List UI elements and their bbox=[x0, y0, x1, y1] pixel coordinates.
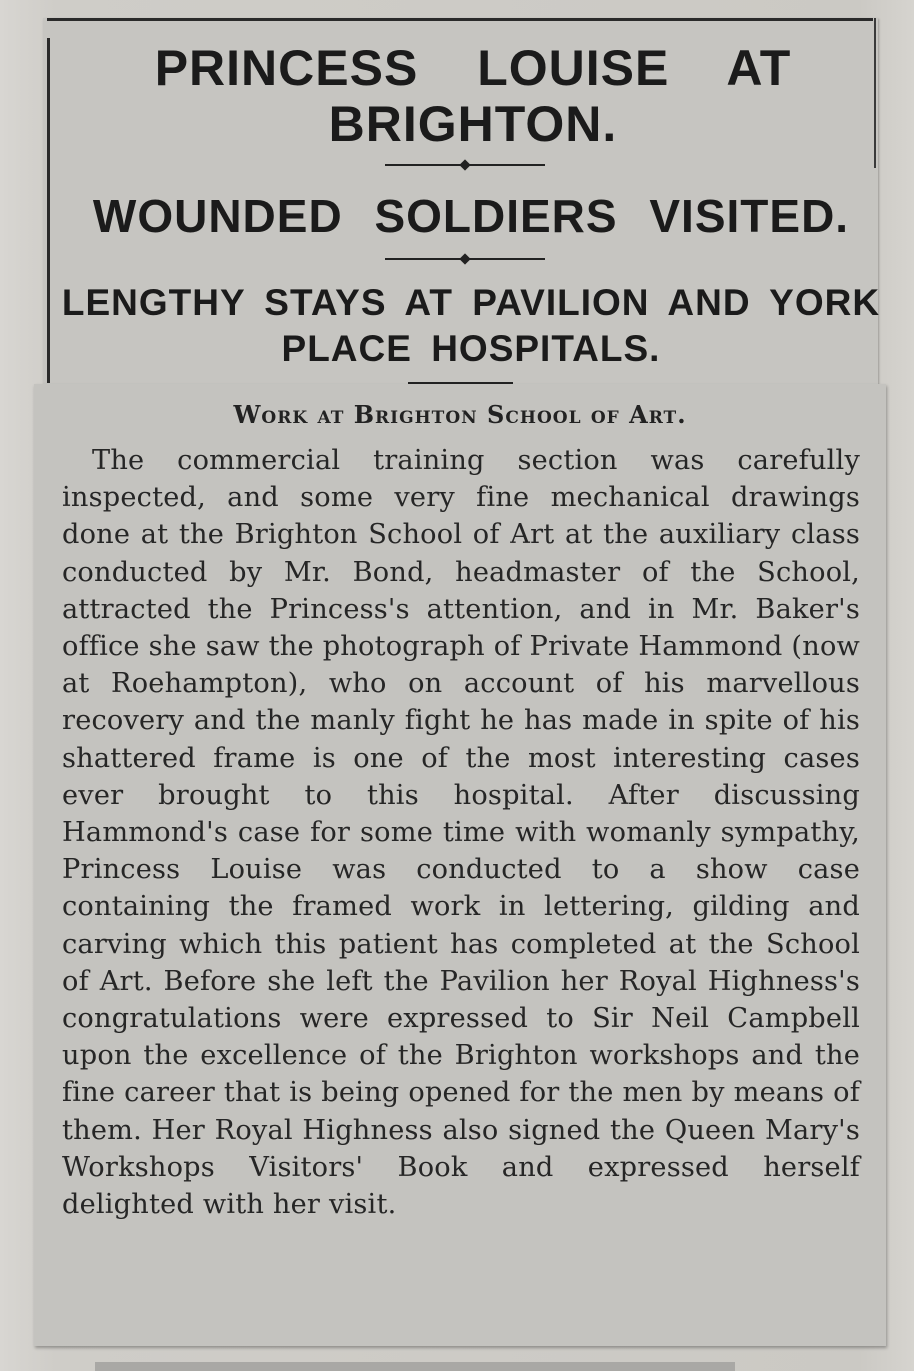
article-clipping bbox=[34, 384, 886, 1346]
border-rule-left bbox=[47, 38, 50, 383]
section-heading: Work at Brighton School of Art. bbox=[233, 400, 687, 429]
border-rule-top bbox=[47, 18, 873, 21]
headline-divider-2 bbox=[385, 258, 545, 260]
deck-headline: LENGTHY STAYS AT PAVILION AND YORK PLACE HOSPITALS. bbox=[61, 282, 881, 369]
headline-divider-1 bbox=[385, 164, 545, 166]
main-headline: PRINCESS LOUISE AT BRIGHTON. bbox=[154, 40, 792, 152]
divider-ornament-icon bbox=[459, 159, 470, 170]
sub-headline: WOUNDED SOLDIERS VISITED. bbox=[92, 190, 850, 242]
paper-edge bbox=[95, 1362, 735, 1371]
article-body: The commercial training section was carefully inspected, and some very fine mechanical drawings done at the Brighton School of Art at the auxiliary class conducted by Mr. Bond, headmaster of the School, attracted the Princess's attention, and in Mr. Baker's office she saw the photograph of Private Hammond (now at Roehampton), who on account of his marvellous recovery and the manly fight he has made in spite of his shattered frame is one of the most interesting cases ever brought to this hospital. After discussing Hammond's case for some time with womanly sympathy, Princess Louise was conducted to a show case containing the framed work in lettering, gilding and carving which this patient has completed at the School of Art. Before she left the Pavilion her Royal Highness's congratulations were expressed to Sir Neil Campbell upon the excellence of the Brighton workshops and the fine career that is being opened for the men by means of them. Her Royal Highness also signed the Queen Mary's Workshops Visitors' Book and expressed herself delighted with her visit. bbox=[62, 445, 860, 1221]
headline-clipping bbox=[43, 18, 881, 398]
border-rule-right bbox=[874, 18, 876, 168]
divider-ornament-icon bbox=[459, 253, 470, 264]
